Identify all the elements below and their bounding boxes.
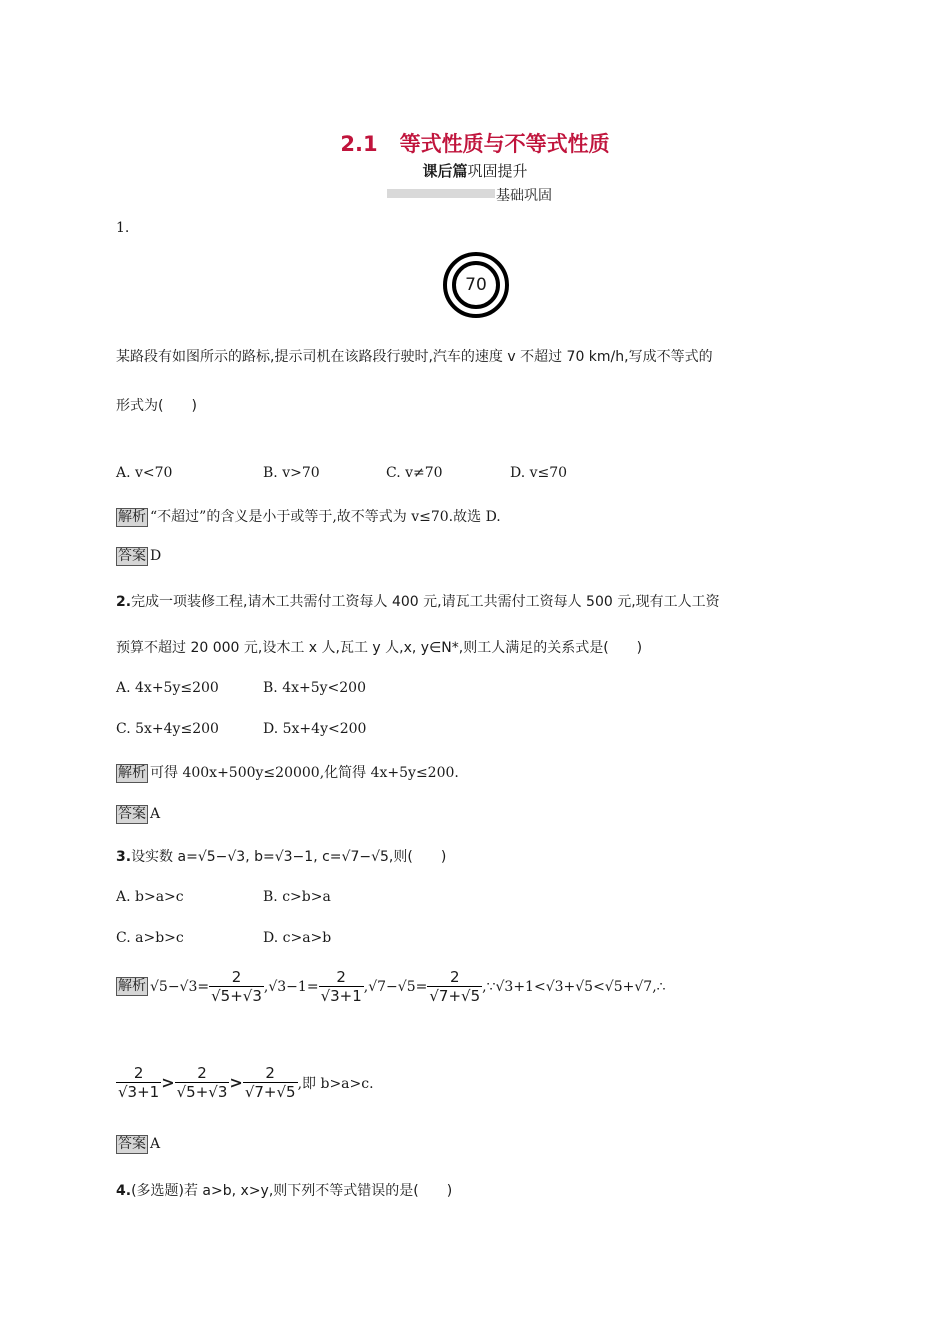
fraction-a-numerator: 2: [231, 968, 242, 986]
q2-analysis-text: 可得 400x+500y≤20000,化简得 4x+5y≤200.: [150, 765, 459, 781]
q3-stem: [116, 846, 446, 866]
q2-line1-text: 完成一项装修工程,请木工共需付工资每人 400 元,请瓦工共需付工资每人 500 元,现有工人工资: [131, 594, 720, 610]
q2-option-c: C. 5x+4y≤200: [116, 721, 219, 737]
q3-conclusion: ,即 b>a>c.: [297, 1075, 374, 1092]
q2-option-d: D. 5x+4y<200: [263, 721, 367, 737]
subtitle-bold: 课后篇: [422, 162, 468, 180]
q3-answer: [116, 1135, 160, 1154]
q1-number: 1.: [116, 220, 130, 236]
q3-option-b: B. c>b>a: [263, 889, 331, 905]
speed-limit-sign: [443, 252, 509, 318]
q1-option-d: D. v≤70: [510, 465, 568, 481]
fraction-g3: [243, 1064, 298, 1101]
q3-analysis-line2: [116, 1064, 374, 1101]
q1-analysis: [116, 506, 501, 527]
q1-answer: [116, 547, 161, 566]
title-text: 等式性质与不等式性质: [399, 132, 610, 156]
q1-option-a: A. v<70: [116, 465, 173, 481]
speed-limit-value: 70: [465, 275, 487, 295]
fraction-g1-denominator: √3+1: [118, 1083, 160, 1101]
page-title: [0, 128, 950, 158]
q1-analysis-text: “不超过”的含义是小于或等于,故不等式为 v≤70.故选 D.: [150, 509, 501, 525]
q2-stem-line1: [116, 591, 720, 611]
analysis-tag: 解析: [118, 978, 146, 994]
q3-number: 3.: [116, 849, 132, 865]
q4-stem-text: (多选题)若 a>b, x>y,则下列不等式错误的是( ): [131, 1183, 453, 1199]
q2-answer: [116, 805, 160, 824]
section-label: 基础巩固: [496, 188, 552, 204]
q3-expr-c: ,√7−√5=: [363, 978, 428, 995]
q3-option-c: C. a>b>c: [116, 930, 184, 946]
q2-stem-line2: 预算不超过 20 000 元,设木工 x 人,瓦工 y 人,x, y∈N*,则工人满足的关系式是( ): [116, 640, 643, 656]
fraction-g1: [116, 1064, 161, 1101]
analysis-tag: 解析: [118, 765, 146, 781]
fraction-g3-numerator: 2: [265, 1064, 275, 1082]
fraction-b-denominator: √3+1: [320, 987, 362, 1005]
fraction-c-denominator: √7+√5: [429, 987, 481, 1005]
q1-option-c: C. v≠70: [386, 465, 443, 481]
q2-option-a: A. 4x+5y≤200: [116, 680, 219, 696]
q3-stem-text: 设实数 a=√5−√3, b=√3−1, c=√7−√5,则( ): [131, 849, 447, 865]
greater-than-1: >: [161, 1073, 175, 1092]
q1-stem-line2: 形式为( ): [116, 398, 197, 414]
fraction-a: [209, 968, 264, 1005]
section-divider-bar: [387, 189, 495, 198]
q2-number: 2.: [116, 594, 132, 610]
q2-answer-text: A: [150, 806, 161, 822]
answer-tag: 答案: [118, 806, 146, 822]
subtitle: [0, 160, 950, 181]
fraction-a-denominator: √5+√3: [211, 987, 262, 1005]
fraction-b: [319, 968, 364, 1005]
fraction-g2-numerator: 2: [197, 1064, 207, 1082]
q2-analysis: [116, 762, 459, 783]
q3-analysis-line1: [116, 968, 666, 1005]
fraction-b-numerator: 2: [336, 968, 346, 986]
q3-option-a: A. b>a>c: [116, 889, 184, 905]
fraction-c-numerator: 2: [449, 968, 460, 986]
q1-stem-line1: 某路段有如图所示的路标,提示司机在该路段行驶时,汽车的速度 v 不超过 70 km/h,写成不等式的: [116, 349, 713, 365]
q3-expr-tail: ,∵√3+1<√3+√5<√5+√7,∴: [482, 978, 666, 995]
q1-option-b: B. v>70: [263, 465, 320, 481]
fraction-g3-denominator: √7+√5: [244, 1083, 296, 1101]
q3-option-d: D. c>a>b: [263, 930, 332, 946]
analysis-tag: 解析: [118, 509, 146, 525]
q3-expr-b: ,√3−1=: [263, 978, 319, 995]
fraction-g2: [175, 1064, 230, 1101]
fraction-g2-denominator: √5+√3: [176, 1083, 228, 1101]
q3-expr-a: √5−√3=: [150, 978, 210, 995]
answer-tag: 答案: [118, 1136, 146, 1152]
greater-than-2: >: [229, 1073, 243, 1092]
speed-limit-inner-ring: [452, 261, 500, 309]
fraction-g1-numerator: 2: [133, 1064, 144, 1082]
q3-answer-text: A: [150, 1136, 161, 1152]
section-number: 2.1: [340, 132, 378, 156]
q4-number: 4.: [116, 1183, 132, 1199]
answer-tag: 答案: [118, 548, 146, 564]
q1-answer-text: D: [150, 548, 162, 564]
q2-option-b: B. 4x+5y<200: [263, 680, 366, 696]
fraction-c: [427, 968, 482, 1005]
subtitle-rest: 巩固提升: [467, 162, 528, 180]
q4-stem: [116, 1180, 452, 1200]
